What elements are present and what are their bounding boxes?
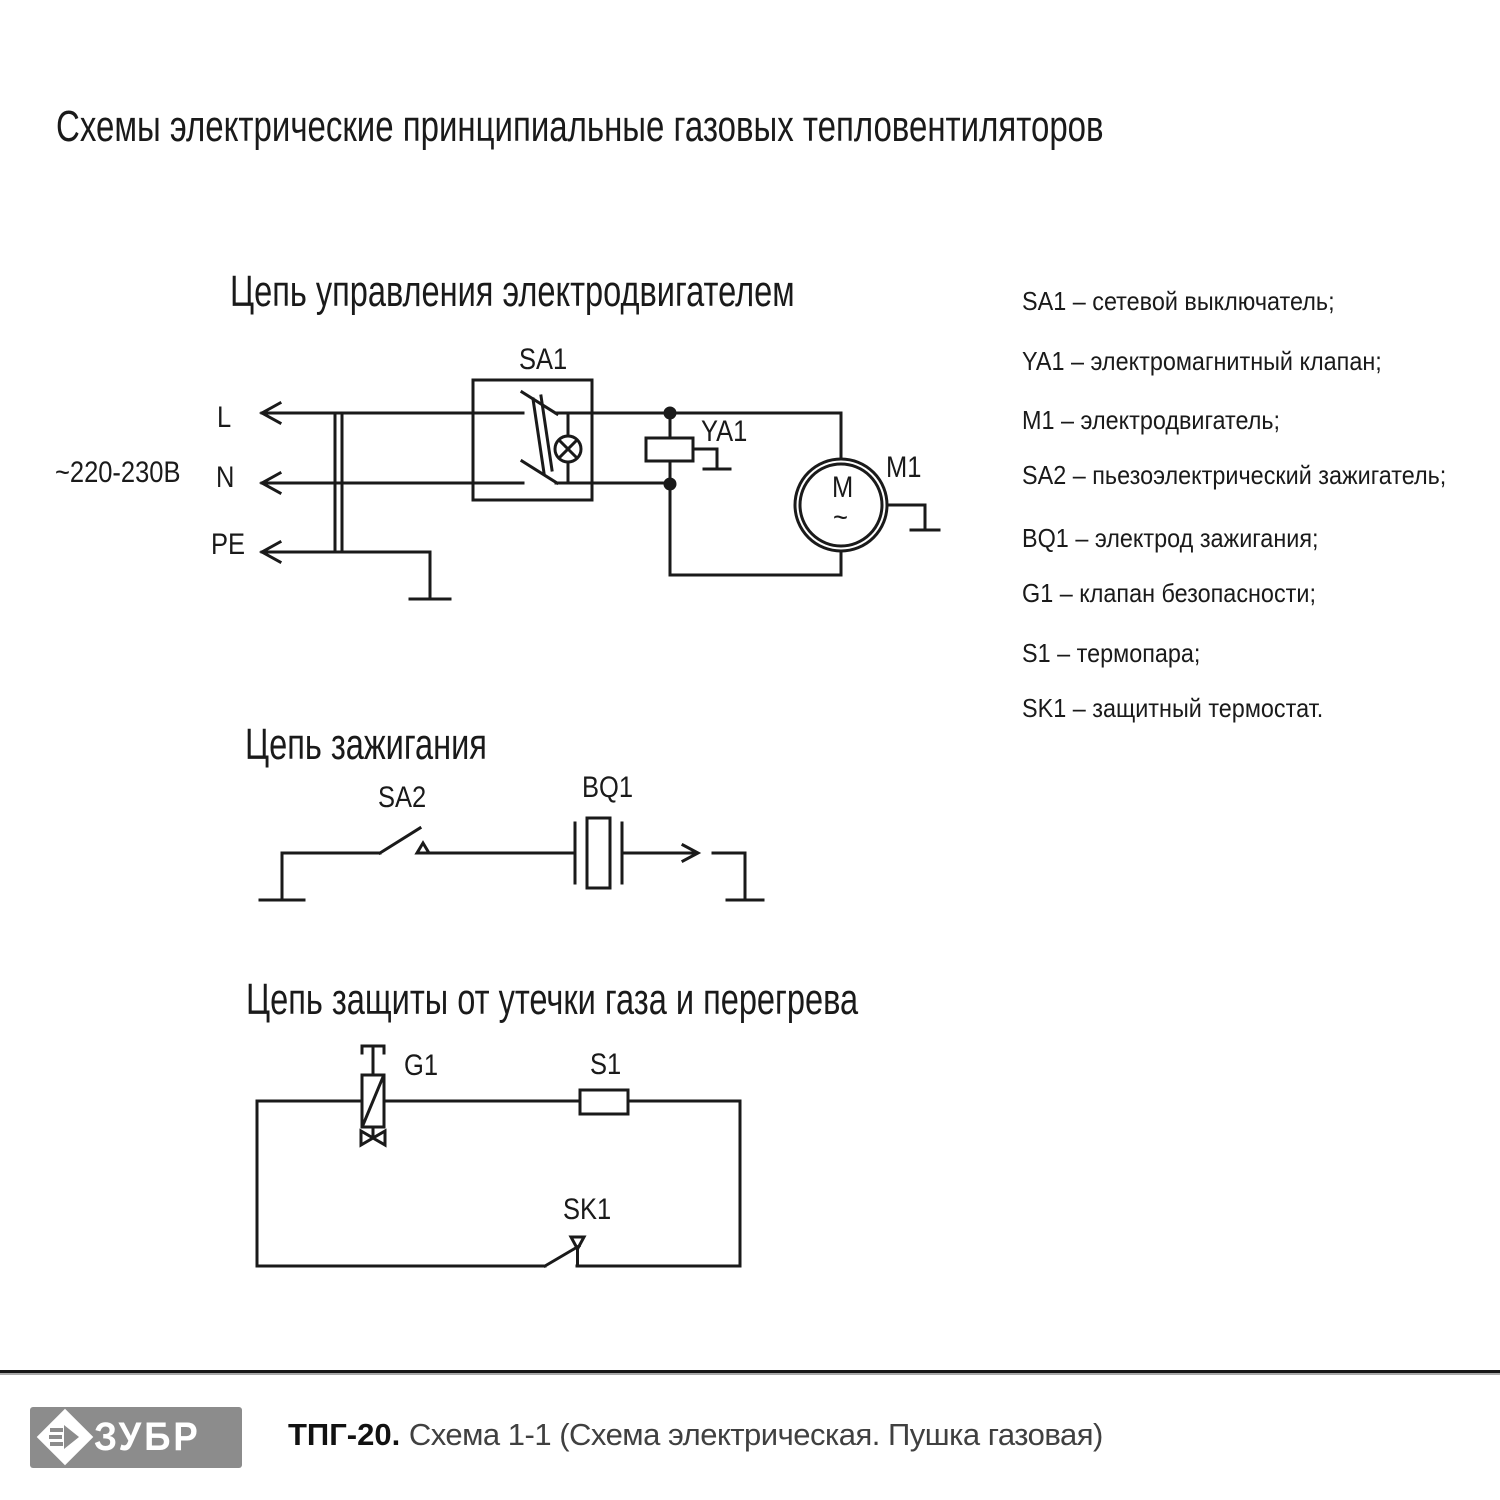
page-title: Схемы электрические принципиальные газовых тепловентиляторов	[56, 102, 1104, 151]
zubr-bar-icon	[50, 1428, 63, 1432]
safety-valve-g1-symbol	[361, 1046, 385, 1145]
motor-letter-label: M	[832, 471, 854, 504]
sa1-label: SA1	[519, 343, 568, 376]
ground-icon	[410, 552, 450, 599]
protection-circuit-heading: Цепь защиты от утечки газа и перегрева	[246, 975, 859, 1024]
voltage-label: ~220-230В	[55, 456, 181, 489]
g1-label: G1	[404, 1049, 439, 1082]
ground-icon	[260, 853, 304, 900]
terminal-l-arrow-icon	[262, 403, 523, 423]
legend-item-g1: G1 – клапан безопасности;	[1022, 578, 1316, 608]
ground-icon	[693, 449, 730, 469]
footer-caption	[288, 1419, 1103, 1450]
thermostat-sk1-symbol	[545, 1237, 584, 1266]
terminal-pe-arrow-icon	[262, 542, 430, 562]
scheme-caption: Схема 1-1 (Схема электрическая. Пушка газовая)	[408, 1417, 1103, 1452]
m1-label: M1	[886, 451, 922, 484]
legend-item-s1: S1 – термопара;	[1022, 638, 1201, 668]
zubr-bar-icon	[49, 1435, 62, 1439]
legend-item-sk1: SK1 – защитный термостат.	[1022, 693, 1324, 723]
terminal-pe-label: PE	[211, 528, 246, 561]
ignition-circuit	[260, 818, 763, 900]
sa2-label: SA2	[378, 781, 427, 814]
switch-sa2-symbol	[380, 828, 429, 853]
legend-item-m1: M1 – электродвигатель;	[1022, 405, 1281, 435]
motor-circuit-heading: Цепь управления электродвигателем	[230, 267, 795, 316]
motor-ac-label: ~	[833, 501, 848, 534]
legend-item-ya1: YA1 – электромагнитный клапан;	[1022, 346, 1382, 376]
model-number: ТПГ-20.	[288, 1417, 401, 1452]
protection-circuit	[257, 1046, 740, 1266]
zubr-arrow-icon	[64, 1425, 79, 1449]
terminal-l-label: L	[217, 401, 232, 434]
bq1-label: BQ1	[582, 771, 634, 804]
footer-divider-shadow	[0, 1373, 1500, 1375]
zubr-bar-icon	[50, 1442, 63, 1446]
electrode-bq1-symbol	[575, 818, 622, 888]
ya1-label: YA1	[701, 415, 748, 448]
s1-label: S1	[590, 1048, 622, 1081]
terminal-n-label: N	[216, 461, 235, 494]
thermocouple-s1-symbol	[580, 1090, 628, 1114]
terminal-n-arrow-icon	[262, 473, 523, 493]
zubr-logo	[30, 1407, 242, 1468]
ground-icon	[713, 853, 763, 900]
ignition-circuit-heading: Цепь зажигания	[245, 720, 487, 769]
legend-item-sa1: SA1 – сетевой выключатель;	[1022, 286, 1335, 316]
zubr-wordmark: ЗУБР	[94, 1415, 201, 1459]
sk1-label: SK1	[563, 1193, 612, 1226]
legend-item-bq1: BQ1 – электрод зажигания;	[1022, 523, 1319, 553]
ground-icon	[887, 505, 939, 530]
legend-item-sa2: SA2 – пьезоэлектрический зажигатель;	[1022, 460, 1447, 490]
